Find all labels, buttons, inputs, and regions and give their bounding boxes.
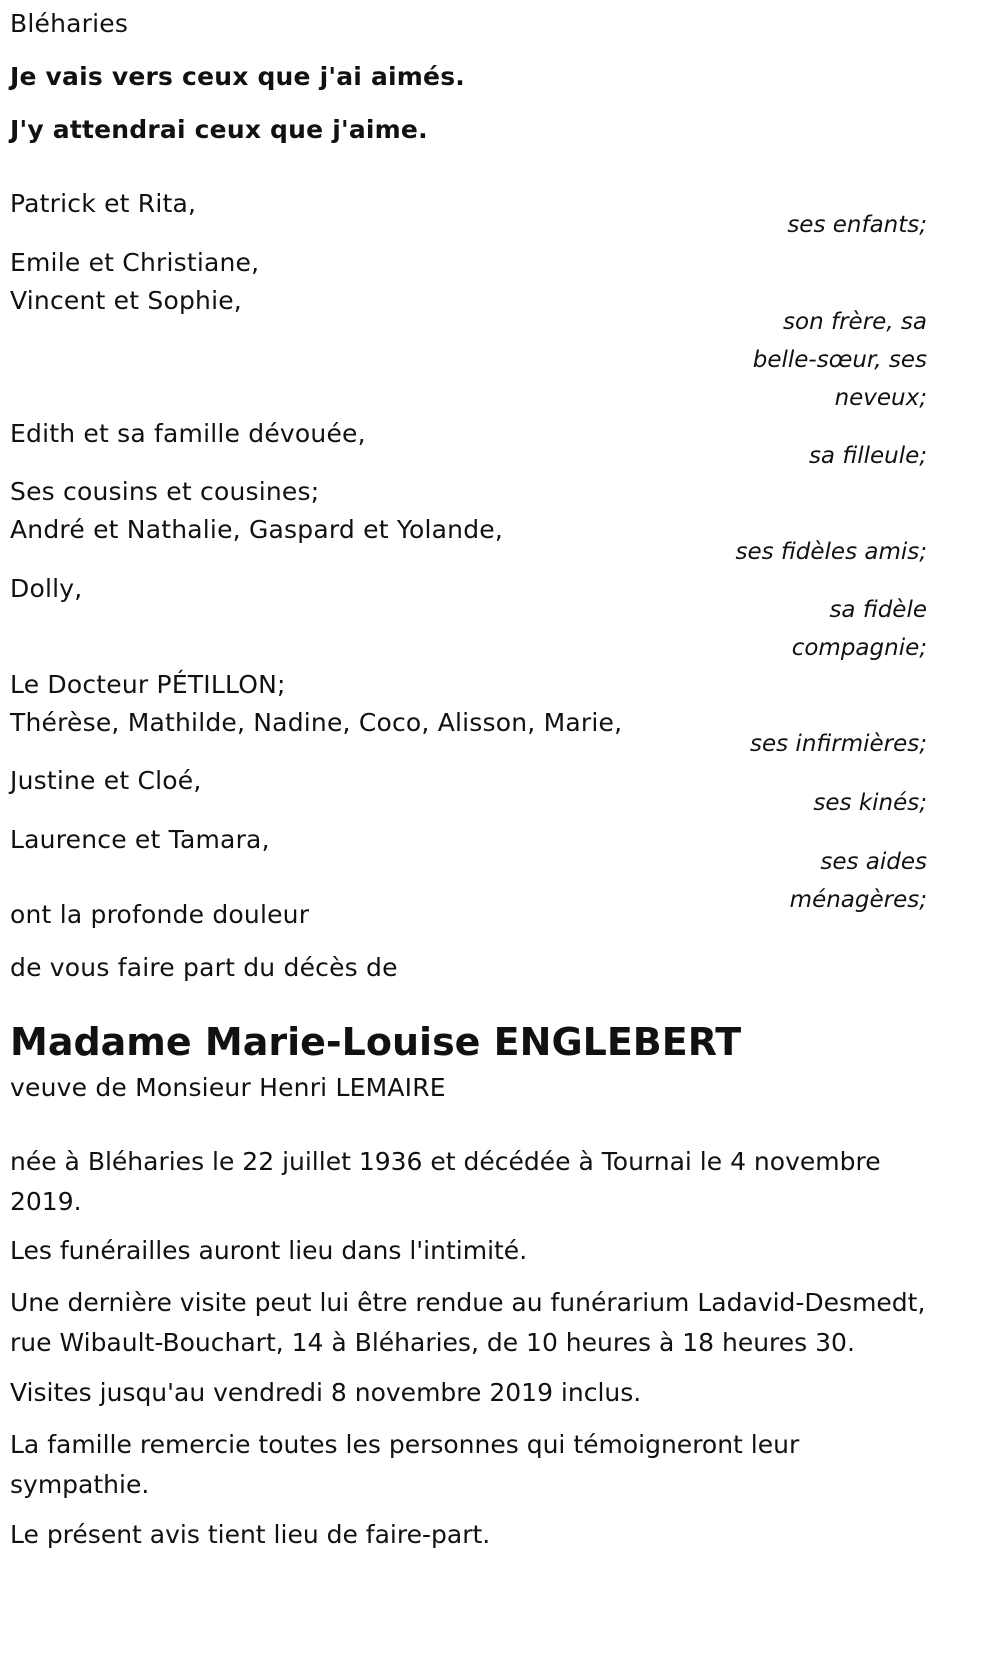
- location-text: Bléharies: [10, 9, 129, 38]
- family-names: Emile et Christiane,: [10, 248, 260, 277]
- family-names: Laurence et Tamara,: [10, 825, 270, 854]
- family-names: André et Nathalie, Gaspard et Yolande,: [10, 515, 504, 544]
- family-names: Edith et sa famille dévouée,: [10, 419, 366, 448]
- verse-line-1: Je vais vers ceux que j'ai aimés.: [10, 62, 465, 91]
- family-relation: son frère, sa: [783, 309, 927, 335]
- family-relation: neveux;: [834, 385, 927, 411]
- family-relation: ses aides: [820, 849, 927, 875]
- family-names: Patrick et Rita,: [10, 189, 197, 218]
- birth-death-text: née à Bléharies le 22 juillet 1936 et décédée à Tournai le 4 novembre 2019.: [10, 1147, 881, 1216]
- family-relation: compagnie;: [791, 635, 927, 661]
- visit-period-text: Visites jusqu'au vendredi 8 novembre 2019 inclus.: [10, 1378, 642, 1407]
- family-names: Dolly,: [10, 574, 83, 603]
- family-relation: sa filleule;: [808, 443, 927, 469]
- notice-text: Le présent avis tient lieu de faire-part.: [10, 1520, 491, 1549]
- family-names: Vincent et Sophie,: [10, 286, 242, 315]
- announcement-line-1: ont la profonde douleur: [10, 900, 310, 929]
- family-relation: ses fidèles amis;: [735, 539, 927, 565]
- verse-line-2: J'y attendrai ceux que j'aime.: [10, 115, 428, 144]
- funeral-text: Les funérailles auront lieu dans l'intimité.: [10, 1236, 528, 1265]
- family-names: Ses cousins et cousines;: [10, 477, 320, 506]
- family-relation: ses infirmières;: [750, 731, 927, 757]
- deceased-name: Madame Marie-Louise ENGLEBERT: [10, 1020, 742, 1064]
- family-names: Thérèse, Mathilde, Nadine, Coco, Alisson, Marie,: [10, 708, 623, 737]
- family-relation: ménagères;: [789, 887, 927, 913]
- family-relation: ses kinés;: [813, 790, 927, 816]
- visit-text: Une dernière visite peut lui être rendue au funérarium Ladavid-Desmedt, rue Wibault-Bouchart, 14 à Bléharies, de 10 heures à 18 heures 30.: [10, 1288, 926, 1357]
- family-relation: ses enfants;: [787, 212, 927, 238]
- family-names: Justine et Cloé,: [10, 766, 202, 795]
- announcement-line-2: de vous faire part du décès de: [10, 953, 398, 982]
- family-relation: sa fidèle: [829, 597, 927, 623]
- family-relation: belle-sœur, ses: [752, 347, 927, 373]
- thanks-text: La famille remercie toutes les personnes qui témoigneront leur sympathie.: [10, 1430, 800, 1499]
- family-names: Le Docteur PÉTILLON;: [10, 670, 286, 699]
- deceased-spouse: veuve de Monsieur Henri LEMAIRE: [10, 1073, 446, 1102]
